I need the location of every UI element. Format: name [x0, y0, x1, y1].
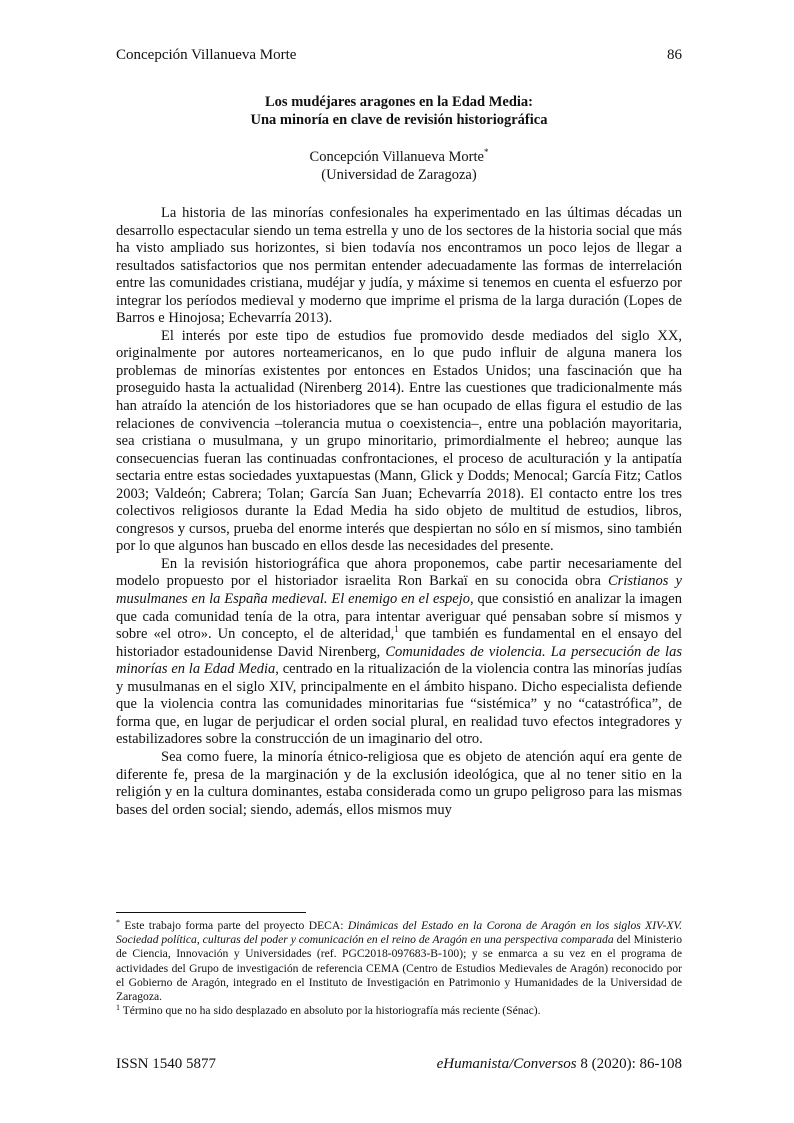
footnote-star-text-c: del Ministerio de Ciencia, Innovación y Universidades (ref. PGC2018-097683-B-100); y se enmarca a su vez en el programa de actividades del Grupo de investigación de referencia CEMA (Centro de Estudios Medievales de Aragón) reconocido por el Gobierno de Aragón, integrado en el Instituto de Investigación en Patrimonio y Humanidades de la Universidad de Zaragoza. [116, 933, 682, 1004]
footnote-star-mark: * [116, 918, 120, 927]
author-block [116, 149, 682, 184]
article-title [116, 94, 682, 129]
title-line-1: Los mudéjares aragones en la Edad Media: [265, 94, 533, 110]
author-name: Concepción Villanueva Morte [309, 149, 484, 165]
footnote-1 [116, 1004, 682, 1018]
p3-text-a: En la revisión historiográfica que ahora proponemos, cabe partir necesariamente del modelo propuesto por el historiador israelita Ron Barkaï en su conocida obra [116, 555, 682, 590]
affiliation: (Universidad de Zaragoza) [321, 166, 477, 183]
footnote-star [116, 919, 682, 1004]
paragraph-1: La historia de las minorías confesionales ha experimentado en las últimas décadas un desarrollo espectacular siendo un tema estrella y uno de los sectores de la historia social que más ha visto ampliado sus horizontes, si bien todavía nos encontramos un poco lejos de llegar a resultados satisfactorios que nos permitan entender adecuadamente las formas de interrelación entre las comunidades cristiana, mudéjar y judía, y máxime si tenemos en cuenta el esfuerzo por integrar los períodos medieval y moderno que imprime el prisma de la larga duración (Lopes de Barros e Hinojosa; Echevarría 2013). [116, 205, 682, 327]
footnote-1-text: Término que no ha sido desplazado en absoluto por la historiografía más reciente (Sénac). [120, 1004, 541, 1018]
paragraph-3 [116, 556, 682, 749]
running-header [116, 46, 682, 64]
title-line-2: Una minoría en clave de revisión historiográfica [250, 111, 548, 128]
footnote-divider [116, 912, 306, 913]
footnote-1-mark: 1 [116, 1003, 120, 1013]
page-number: 86 [667, 47, 682, 63]
volume-pages: 8 (2020): 86-108 [576, 1056, 682, 1072]
project-title: Dinámicas del Estado en la Corona de Aragón en los siglos XIV-XV. Sociedad política, culturas del poder y comunicación en el reino de Aragón en una perspectiva comparada [116, 919, 682, 947]
author-line [116, 149, 682, 167]
header-author: Concepción Villanueva Morte [116, 47, 297, 63]
p3-text-d: que también es fundamental en el ensayo del historiador estadounidense David Nirenberg, [116, 626, 682, 660]
p3-text-f: , centrado en la ritualización de la violencia contra las minorías judías y musulmanas en el siglo XIV, principalmente en el ámbito hispano. Dicho especialista defiende que la violencia contra las comunidades minoritarias fue “sistémica” y no “catastrófica”, de forma que, en lugar de perjudicar el orden social plural, en realidad tuvo efectos integradores y estabilizadores sobre la construcción de un imaginario del otro. [116, 661, 682, 748]
journal-name: eHumanista/Conversos [436, 1056, 577, 1072]
footnote-ref-1[interactable]: 1 [394, 624, 399, 635]
book-title-barkai: Cristianos y musulmanes en la España medieval. El enemigo en el espejo [116, 573, 682, 608]
issn: ISSN 1540 5877 [116, 1056, 217, 1072]
paragraph-4: Sea como fuere, la minoría étnico-religiosa que es objeto de atención aquí era gente de diferente fe, presa de la marginación y de la exclusión ideológica, que al no tener sitio en la religión y en la cultura dominantes, estaba considerada como un grupo peligroso para las mismas bases del orden social; siendo, además, ellos mismos muy [116, 748, 682, 818]
footnote-star-text-a: Este trabajo forma parte del proyecto DECA: [120, 919, 348, 932]
book-title-nirenberg: Comunidades de violencia. La persecución de las minorías en la Edad Media [116, 643, 682, 678]
author-footnote-ref[interactable]: * [483, 147, 489, 157]
running-footer [116, 1055, 682, 1073]
paragraph-2: El interés por este tipo de estudios fue promovido desde mediados del siglo XX, originalmente por autores norteamericanos, en lo que pudo influir de alguna manera los problemas de minorías existentes por entonces en Estados Unidos; una fascinación que ha proseguido hasta la actualidad (Nirenberg 2014). Entre las cuestiones que tradicionalmente más han atraído la atención de los historiadores que se han ocupado de ellas figura el estudio de las relaciones de convivencia –tolerancia mutua o coexistencia–, entre una población mayoritaria, sea cristiana o musulmana, y un grupo minoritario, primordialmente el hebreo; aunque las consecuencias fueran las continuadas confrontaciones, el proceso de aculturación y la antipatía sectaria entre estas sociedades yuxtapuestas (Mann, Glick y Dodds; Menocal; García Fitz; Catlos 2003; Valdeón; Cabrera; Tolan; García San Juan; Echevarría 2018). El contacto entre los tres colectivos religiosos durante la Edad Media ha sido objeto de multitud de estudios, libros, congresos y cursos, prueba del enorme interés que despiertan no sólo en sí mismos, sino también por lo que algunos han buscado en ellos desde las necesidades del presente. [116, 327, 682, 555]
journal-citation [437, 1055, 682, 1073]
p3-text-c: , que consistió en analizar la imagen que cada comunidad tenía de la otra, para intentar averiguar qué pensaban sobre sí mismos y sobre «el otro». Un concepto, el de alteridad, [116, 591, 682, 643]
body-text [116, 205, 682, 819]
footnotes [116, 919, 682, 1018]
